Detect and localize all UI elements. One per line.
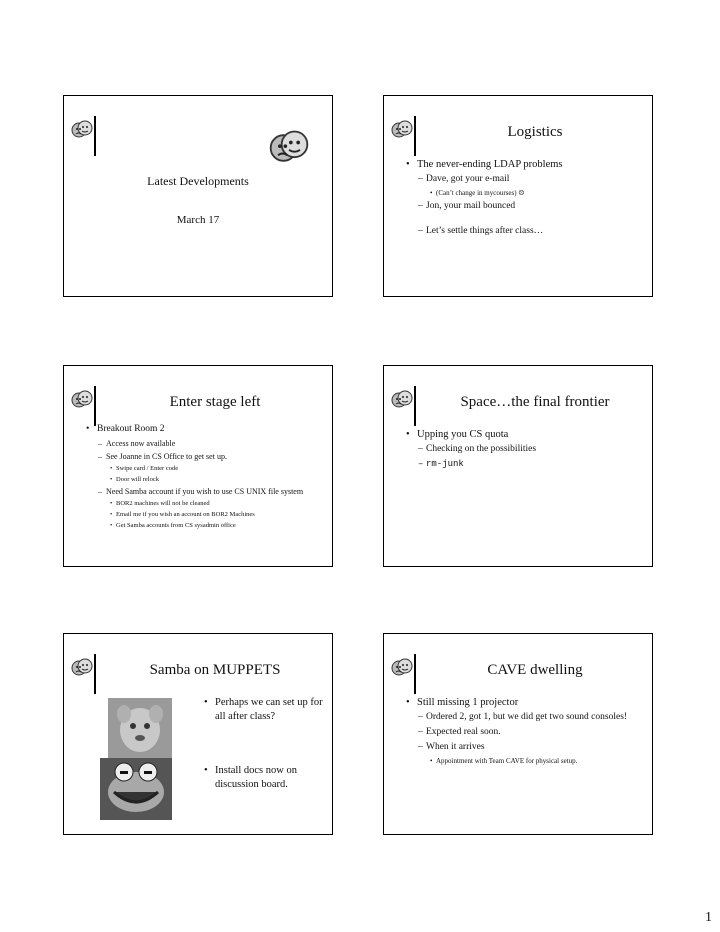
list-item: – Dave, got your e-mail [406,174,644,186]
slide-body [406,428,644,473]
list-item: • Email me if you wish an account on BOR2 Machines [86,511,324,519]
slide-3 [63,365,333,567]
divider [94,116,96,156]
list-item: • Get Samba accounts from CS sysadmin office [86,522,324,530]
theater-masks-icon [390,388,414,412]
list-item: • Perhaps we can set up for all after class? [204,696,326,723]
list-item: – Jon, your mail bounced [406,201,644,213]
list-item: • Install docs now on discussion board. [204,764,326,791]
list-item: • (Can’t change in mycourses) ☹ [406,189,644,198]
slide-title: Latest Developments [147,174,249,188]
list-item: – Checking on the possibilities [406,444,644,456]
list-item: • Swipe card / Enter code [86,465,324,473]
list-item: – rm-junk [406,459,644,470]
theater-masks-icon [390,118,414,142]
slide-4 [383,365,653,567]
slide-1 [63,95,333,297]
list-item: • Upping you CS quota [406,428,644,441]
slide-title: Samba on MUPPETS [149,662,281,678]
slide-date: March 17 [176,214,220,226]
slide-6 [383,633,653,835]
slide-title: Enter stage left [169,394,261,410]
page-number: 1 [705,910,712,925]
list-item: • The never-ending LDAP problems [406,158,644,171]
slide-body [406,696,644,769]
list-item: – When it arrives [406,742,644,754]
theater-masks-icon [390,656,414,680]
slide-2 [383,95,653,297]
slide-body [86,424,324,534]
theater-masks-icon [70,388,94,412]
slide-title: CAVE dwelling [487,662,583,678]
list-item: – Expected real soon. [406,727,644,739]
list-item: • Appointment with Team CAVE for physical setup. [406,757,644,766]
slide-body [204,696,326,795]
divider [414,386,416,426]
list-item: – Need Samba account if you wish to use CS UNIX file system [86,487,324,497]
list-item: – Ordered 2, got 1, but we did get two sound consoles! [406,712,644,724]
frog-puppet-image [100,758,172,820]
theater-masks-icon [70,118,94,142]
list-item: • BOR2 machines will not be cleaned [86,500,324,508]
list-item: – See Joanne in CS Office to get set up. [86,452,324,462]
lion-cub-image [108,698,172,758]
theater-masks-large-icon [264,126,314,170]
list-item: – Access now available [86,439,324,449]
slide-body [406,158,644,241]
divider [414,654,416,694]
slide-title: Space…the final frontier [460,394,610,410]
divider [94,386,96,426]
slide-5 [63,633,333,835]
list-item: • Door will relock [86,476,324,484]
list-item: – Let’s settle things after class… [406,226,644,238]
list-item: • Still missing 1 projector [406,696,644,709]
slide-title: Logistics [507,124,563,140]
list-item: • Breakout Room 2 [86,424,324,436]
theater-masks-icon [70,656,94,680]
divider [94,654,96,694]
divider [414,116,416,156]
